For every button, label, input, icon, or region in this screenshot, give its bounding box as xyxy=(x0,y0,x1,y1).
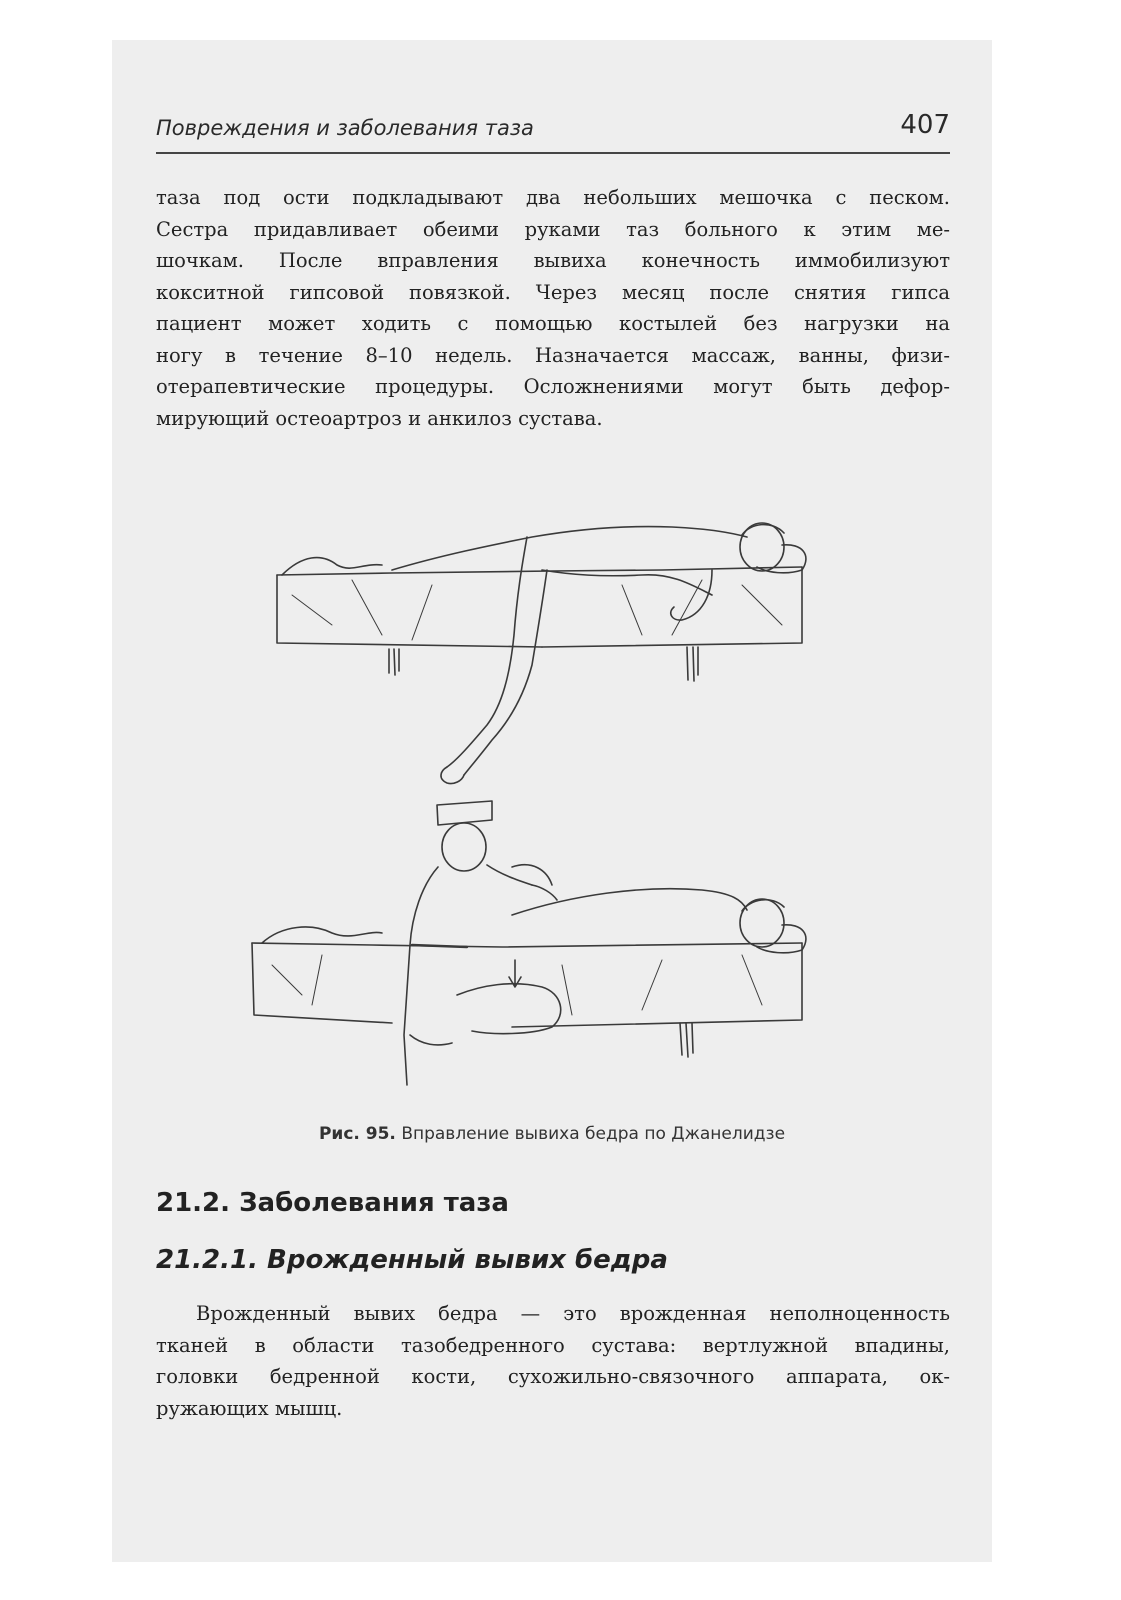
figure-illustration xyxy=(242,475,822,1135)
page-number: 407 xyxy=(900,110,950,140)
text-line: ружающих мышц. xyxy=(156,1396,343,1420)
section-title: 21.2. Заболевания таза xyxy=(156,1188,509,1218)
text-line: Врожденный вывих бедра — это врожденная неполноценность xyxy=(196,1302,950,1325)
text-line: таза под ости подкладывают два небольших мешочка с песком. xyxy=(156,186,950,209)
text-line: ногу в течение 8–10 недель. Назначается массаж, ванны, физи- xyxy=(156,343,950,367)
bottom-scene xyxy=(252,801,806,1085)
text-line: шочкам. После вправления вывиха конечность иммобилизуют xyxy=(156,249,950,272)
text-line: мирующий остеоартроз и анкилоз сустава. xyxy=(156,406,603,430)
top-scene xyxy=(277,523,806,784)
figure-caption-text: Вправление вывиха бедра по Джанелидзе xyxy=(401,1124,786,1144)
text-line: кокситной гипсовой повязкой. Через месяц после снятия гипса xyxy=(156,280,950,304)
figure-caption xyxy=(112,1124,992,1144)
page-header xyxy=(156,110,950,154)
book-page xyxy=(112,40,992,1562)
running-head: Повреждения и заболевания таза xyxy=(156,116,534,140)
text-line: Сестра придавливает обеими руками таз больного к этим ме- xyxy=(156,217,950,241)
paragraph-congenital-dislocation xyxy=(156,1298,950,1424)
text-line: тканей в области тазобедренного сустава: вертлужной впадины, xyxy=(156,1333,950,1357)
text-line: головки бедренной кости, сухожильно-связочного аппарата, ок- xyxy=(156,1365,950,1388)
paragraph-continued xyxy=(156,182,950,434)
text-line: отерапевтические процедуры. Осложнениями могут быть дефор- xyxy=(156,375,950,398)
figure-label: Рис. 95. xyxy=(318,1124,396,1144)
subsection-title: 21.2.1. Врожденный вывих бедра xyxy=(156,1245,668,1275)
reduction-illustration xyxy=(242,475,822,1135)
text-line: пациент может ходить с помощью костылей без нагрузки на xyxy=(156,312,950,335)
